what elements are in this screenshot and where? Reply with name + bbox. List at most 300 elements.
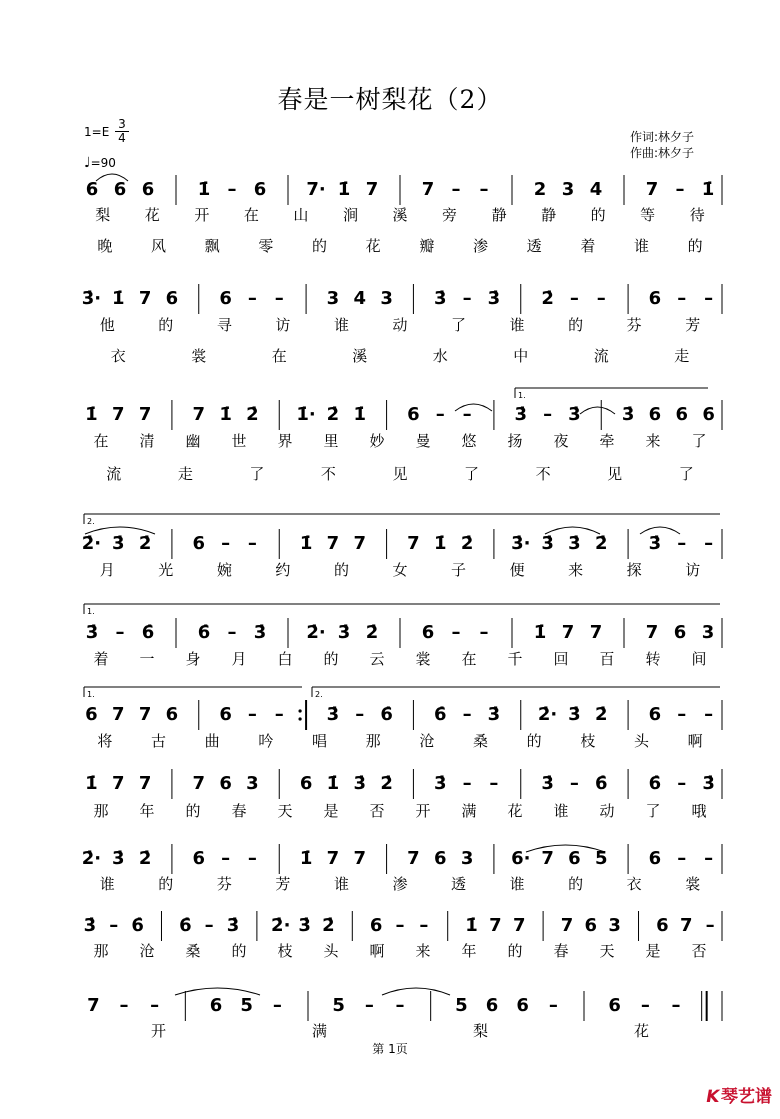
note: – xyxy=(677,848,687,869)
lyric-character: 年 xyxy=(139,802,155,820)
lyric-character: 那 xyxy=(93,802,109,820)
lyric-character: 涧 xyxy=(342,206,358,224)
note: 1̇ xyxy=(299,533,313,554)
lyric-character: 寻 xyxy=(216,316,232,334)
note: 5 xyxy=(240,995,253,1016)
logo-mark-icon: K xyxy=(704,1087,721,1107)
note: 3̇ xyxy=(541,533,554,554)
note: 5 xyxy=(594,848,608,869)
lyric-character: 扬 xyxy=(507,432,523,450)
lyric-character: 一 xyxy=(139,650,155,668)
note: 7 xyxy=(111,404,125,425)
lyric-character: 云 xyxy=(369,650,385,668)
lyric-character: 唱 xyxy=(311,732,328,750)
note: 1̇ xyxy=(353,404,367,425)
lyric-character: 桑 xyxy=(185,942,201,960)
note: 7 xyxy=(87,995,100,1016)
lyric-character: 天 xyxy=(599,942,615,960)
note: 6 xyxy=(656,915,669,936)
note: 3̇ xyxy=(487,704,501,725)
volta-label: 2. xyxy=(315,690,323,699)
lyric-character: 瓣 xyxy=(419,237,435,255)
lyric-character: 谁 xyxy=(333,875,349,893)
lyric-character: 见 xyxy=(607,465,623,483)
lyric-character: 飘 xyxy=(204,237,220,255)
note: – xyxy=(705,915,715,936)
lyric-character: 中 xyxy=(513,347,529,365)
note: 6 xyxy=(113,179,127,200)
note: 6 xyxy=(299,773,313,794)
lyric-character: 透 xyxy=(526,237,542,255)
note: – xyxy=(704,704,714,725)
note: 7 xyxy=(138,404,152,425)
note: 7 xyxy=(138,773,152,794)
lyric-character: 的 xyxy=(526,732,542,750)
note: – xyxy=(227,179,237,200)
lyric-character: 千 xyxy=(507,650,523,668)
lyric-character: 在 xyxy=(93,432,109,450)
lyric-character: 在 xyxy=(461,650,477,668)
lyric-character: 水 xyxy=(432,347,448,365)
qinyipu-logo xyxy=(706,1082,772,1107)
note: 3̇ xyxy=(111,848,125,869)
note: – xyxy=(677,533,687,554)
note: – xyxy=(569,288,579,309)
lyric-character: 零 xyxy=(258,237,274,255)
lyric-character: 子 xyxy=(451,561,467,579)
note: 6· xyxy=(511,848,531,869)
note: 7 xyxy=(560,915,574,936)
note: 6̇ xyxy=(380,704,393,725)
note: – xyxy=(109,915,119,936)
note: 2̇ xyxy=(460,533,474,554)
lyricist-credit: 作词:林夕子 xyxy=(629,130,694,144)
lyric-character: 春 xyxy=(231,802,247,820)
lyric-character: 谁 xyxy=(333,316,349,334)
note: 3̇ xyxy=(433,288,447,309)
lyric-character: 待 xyxy=(689,206,705,224)
note: 3̇ xyxy=(648,533,662,554)
note: 7 xyxy=(645,622,659,643)
lyric-character: 了 xyxy=(451,316,467,334)
note: 2̇ xyxy=(138,848,152,869)
lyric-character: 花 xyxy=(144,206,160,224)
note: 3̇ xyxy=(621,404,635,425)
lyric-character: 的 xyxy=(311,237,328,255)
note: 2̇ xyxy=(541,288,554,309)
note: 6 xyxy=(568,848,581,869)
note: 2 xyxy=(533,179,547,200)
note: 6 xyxy=(209,995,223,1016)
lyric-character: 枝 xyxy=(277,942,293,960)
note: 7 xyxy=(111,773,125,794)
lyric-character: 头 xyxy=(633,732,650,750)
lyric-character: 光 xyxy=(158,561,174,579)
note: 7 xyxy=(138,288,152,309)
note: 7 xyxy=(407,848,420,869)
key-signature: 1=E xyxy=(84,125,110,139)
note: 1̇· xyxy=(296,404,316,425)
lyric-character: 的 xyxy=(568,875,584,893)
note: 3̇ xyxy=(111,533,125,554)
note: – xyxy=(204,915,214,936)
note: 6̇ xyxy=(197,622,211,643)
page-number: 第 1页 xyxy=(372,1042,408,1056)
lyric-character: 那 xyxy=(365,732,381,750)
slur xyxy=(526,845,605,852)
lyric-character: 妙 xyxy=(369,432,385,450)
note: – xyxy=(451,622,461,643)
logo-text: 琴艺谱 xyxy=(721,1087,772,1107)
note: 6 xyxy=(673,622,687,643)
lyric-character: 的 xyxy=(507,942,523,960)
lyric-character: 的 xyxy=(568,316,584,334)
lyric-character: 夜 xyxy=(553,432,569,450)
lyric-character: 白 xyxy=(277,650,293,668)
note: 6 xyxy=(192,533,206,554)
note: – xyxy=(247,288,257,309)
lyric-character: 百 xyxy=(599,650,615,668)
lyric-character: 走 xyxy=(177,465,193,483)
score-title: 春是一树梨花（2） xyxy=(277,85,503,114)
note: 6̇ xyxy=(648,773,662,794)
lyric-character: 谁 xyxy=(509,875,525,893)
note: 1̇ xyxy=(465,915,478,936)
note: 2̇· xyxy=(537,704,558,725)
note: – xyxy=(479,622,489,643)
lyric-character: 头 xyxy=(323,942,339,960)
note: 6 xyxy=(85,704,98,725)
note: 6 xyxy=(369,915,383,936)
composer-credit: 作曲:林夕子 xyxy=(629,146,694,160)
note: 6 xyxy=(675,404,689,425)
note: 2̇ xyxy=(322,915,335,936)
lyric-character: 开 xyxy=(415,802,431,820)
note: 1̇ xyxy=(85,773,98,794)
lyric-character: 渗 xyxy=(472,237,489,255)
lyric-character: 的 xyxy=(687,237,703,255)
note: – xyxy=(247,704,257,725)
lyric-character: 是 xyxy=(645,942,661,960)
lyric-character: 衣 xyxy=(626,875,642,893)
note: 2̇ xyxy=(246,404,259,425)
note: 2̇ xyxy=(594,704,608,725)
note: 4 xyxy=(353,288,367,309)
lyric-character: 否 xyxy=(691,942,707,960)
note: – xyxy=(596,288,606,309)
lyric-character: 啊 xyxy=(369,942,385,960)
lyric-character: 溪 xyxy=(352,347,368,365)
note: 6̇ xyxy=(179,915,192,936)
note: 6 xyxy=(219,704,232,725)
lyric-character: 是 xyxy=(323,802,339,820)
lyric-character: 芬 xyxy=(626,316,642,334)
note: 2̇ xyxy=(326,404,340,425)
note: – xyxy=(274,704,284,725)
lyric-character: 满 xyxy=(311,1022,328,1040)
lyric-character: 婉 xyxy=(216,561,232,579)
lyric-character: 的 xyxy=(590,206,606,224)
note: 7 xyxy=(489,915,502,936)
note: – xyxy=(462,704,472,725)
note: – xyxy=(364,995,374,1016)
lyric-character: 的 xyxy=(185,802,201,820)
note: 1̇ xyxy=(85,404,98,425)
lyric-character: 清 xyxy=(139,432,155,450)
note: 6 xyxy=(648,404,662,425)
note: 7 xyxy=(512,915,526,936)
note: – xyxy=(272,995,282,1016)
lyric-character: 悠 xyxy=(461,432,477,450)
note: 3̇ xyxy=(353,773,367,794)
lyric-character: 便 xyxy=(509,561,525,579)
lyric-character: 桑 xyxy=(472,732,489,750)
lyric-character: 花 xyxy=(365,237,381,255)
note: 6 xyxy=(608,995,621,1016)
note: 1̇ xyxy=(533,622,547,643)
lyric-character: 动 xyxy=(392,316,408,334)
note: 4 xyxy=(589,179,603,200)
note: 6 xyxy=(648,288,662,309)
note: 7 xyxy=(365,179,379,200)
lyric-character: 牵 xyxy=(599,432,615,450)
note: – xyxy=(247,533,257,554)
note: 6 xyxy=(702,404,715,425)
tempo-value: =90 xyxy=(90,156,116,170)
note: 6 xyxy=(219,288,232,309)
lyric-character: 了 xyxy=(249,465,265,483)
lyric-character: 身 xyxy=(185,650,201,668)
lyric-character: 了 xyxy=(678,465,694,483)
note: 7 xyxy=(111,704,125,725)
note: 6 xyxy=(141,179,155,200)
note: 2̇ xyxy=(380,773,393,794)
note: – xyxy=(462,773,472,794)
lyric-character: 否 xyxy=(369,802,385,820)
note: 6 xyxy=(648,848,662,869)
note: 6 xyxy=(648,704,662,725)
note: – xyxy=(704,288,714,309)
repeat-dot xyxy=(298,709,301,712)
lyric-character: 幽 xyxy=(185,432,201,450)
note: – xyxy=(677,704,687,725)
lyric-character: 风 xyxy=(150,237,167,255)
lyric-character: 转 xyxy=(645,650,661,668)
note: – xyxy=(462,288,472,309)
lyric-character: 年 xyxy=(461,942,477,960)
lyric-character: 来 xyxy=(645,432,661,450)
note: 7 xyxy=(192,404,206,425)
note: – xyxy=(677,773,687,794)
note: 6 xyxy=(516,995,529,1016)
lyric-character: 着 xyxy=(93,650,109,668)
note: 3̇ xyxy=(226,915,240,936)
note: 3 xyxy=(561,179,575,200)
lyric-character: 了 xyxy=(464,465,480,483)
note: 2̇ xyxy=(365,622,379,643)
note: 6 xyxy=(165,704,179,725)
note: 3̇ xyxy=(568,704,581,725)
slur xyxy=(382,988,450,995)
lyric-character: 月 xyxy=(231,650,247,668)
note: – xyxy=(221,533,231,554)
note: – xyxy=(451,179,461,200)
lyric-character: 探 xyxy=(626,561,642,579)
lyric-character: 界 xyxy=(277,432,293,450)
lyric-character: 里 xyxy=(323,432,339,450)
lyric-character: 花 xyxy=(507,802,523,820)
lyric-character: 满 xyxy=(461,802,477,820)
time-signature-bottom: 4 xyxy=(118,131,126,145)
lyric-character: 流 xyxy=(106,465,122,483)
note: 3̇ xyxy=(702,773,715,794)
note: – xyxy=(671,995,681,1016)
note: 6 xyxy=(584,915,598,936)
lyric-character: 芬 xyxy=(216,875,232,893)
note: 3̇ xyxy=(298,915,311,936)
lyric-character: 他 xyxy=(99,316,115,334)
lyric-character: 回 xyxy=(553,650,569,668)
note: – xyxy=(221,848,231,869)
lyric-character: 梨 xyxy=(95,206,111,224)
lyric-character: 来 xyxy=(568,561,584,579)
note: 1̇ xyxy=(219,404,232,425)
note: 2̇ xyxy=(138,533,152,554)
note: 3 xyxy=(246,773,259,794)
note: – xyxy=(462,404,472,425)
lyric-character: 芳 xyxy=(685,316,701,334)
lyric-character: 了 xyxy=(645,802,661,820)
lyric-character: 山 xyxy=(293,206,309,224)
lyric-character: 吟 xyxy=(258,732,274,750)
volta-label: 1. xyxy=(87,607,95,616)
note: – xyxy=(115,622,125,643)
note: 3 xyxy=(326,288,340,309)
note: 7 xyxy=(326,848,340,869)
lyric-character: 在 xyxy=(243,206,259,224)
note: – xyxy=(395,995,405,1016)
note: – xyxy=(395,915,405,936)
lyric-character: 哦 xyxy=(691,802,707,820)
note: 5 xyxy=(332,995,345,1016)
note: 6 xyxy=(421,622,435,643)
lyric-character: 开 xyxy=(150,1022,167,1040)
lyric-character: 旁 xyxy=(442,206,458,224)
lyric-character: 沧 xyxy=(419,732,435,750)
lyric-character: 访 xyxy=(275,316,291,334)
lyric-character: 不 xyxy=(535,465,551,483)
note: – xyxy=(548,995,558,1016)
note: 5 xyxy=(455,995,468,1016)
lyric-character: 天 xyxy=(277,802,293,820)
note: 7 xyxy=(192,773,206,794)
lyric-character: 将 xyxy=(97,732,113,750)
note: 6̇ xyxy=(141,622,155,643)
slur xyxy=(455,404,492,411)
note: 3̇ xyxy=(337,622,351,643)
lyric-character: 枝 xyxy=(580,732,596,750)
note: 7 xyxy=(589,622,603,643)
lyric-character: 开 xyxy=(194,206,210,224)
lyric-character: 那 xyxy=(93,942,109,960)
note: – xyxy=(675,179,685,200)
note: 6 xyxy=(433,848,447,869)
lyric-character: 来 xyxy=(415,942,431,960)
note: 1̇ xyxy=(337,179,351,200)
lyric-character: 衣 xyxy=(110,347,126,365)
note: 6̇ xyxy=(433,704,447,725)
note: 6 xyxy=(485,995,499,1016)
lyric-character: 间 xyxy=(691,650,707,668)
lyric-character: 啊 xyxy=(687,732,703,750)
slur xyxy=(580,407,615,414)
lyric-character: 动 xyxy=(599,802,615,820)
lyric-character: 的 xyxy=(158,316,174,334)
slur xyxy=(175,988,260,995)
note: – xyxy=(435,404,445,425)
lyric-character: 渗 xyxy=(392,875,408,893)
note: 3 xyxy=(460,848,474,869)
note: 3̇· xyxy=(511,533,531,554)
lyric-character: 静 xyxy=(541,206,557,224)
note: 6 xyxy=(192,848,206,869)
time-signature-top: 3 xyxy=(115,118,129,132)
lyric-character: 着 xyxy=(580,237,596,255)
note: 2̇ xyxy=(594,533,608,554)
lyric-character: 梨 xyxy=(472,1022,489,1040)
note: – xyxy=(150,995,160,1016)
note: 6 xyxy=(165,288,179,309)
note: – xyxy=(704,533,714,554)
lyric-character: 在 xyxy=(271,347,287,365)
note: 3 xyxy=(380,288,393,309)
lyric-character: 透 xyxy=(451,875,467,893)
note: 7 xyxy=(645,179,659,200)
lyric-character: 古 xyxy=(150,732,167,750)
note: – xyxy=(569,773,579,794)
volta-label: 1. xyxy=(518,391,526,400)
lyric-character: 晚 xyxy=(97,237,113,255)
lyric-character: 溪 xyxy=(392,206,408,224)
lyric-character: 不 xyxy=(320,465,336,483)
note: 7 xyxy=(138,704,152,725)
volta-label: 1. xyxy=(87,690,95,699)
repeat-dot xyxy=(298,717,301,720)
lyric-character: 等 xyxy=(640,206,656,224)
quarter-note-icon: ♩ xyxy=(84,155,91,171)
note: 6 xyxy=(407,404,420,425)
note: 7 xyxy=(561,622,575,643)
lyric-character: 芳 xyxy=(275,875,291,893)
note: 3̇ xyxy=(433,773,447,794)
note: 3 xyxy=(608,915,621,936)
note: 7 xyxy=(541,848,554,869)
note: 3̇ xyxy=(568,404,581,425)
lyric-character: 曼 xyxy=(415,432,431,450)
note: 3̇ xyxy=(85,622,99,643)
note: 6̇ xyxy=(594,773,608,794)
note: 3̇ xyxy=(541,773,554,794)
note: 6 xyxy=(85,179,99,200)
note: 1̇ xyxy=(433,533,447,554)
note: 7 xyxy=(326,533,340,554)
lyric-character: 谁 xyxy=(509,316,525,334)
lyric-character: 裳 xyxy=(685,875,701,893)
lyric-character: 的 xyxy=(333,561,349,579)
note: 3 xyxy=(701,622,715,643)
note: 1̇ xyxy=(197,179,211,200)
note: – xyxy=(227,622,237,643)
